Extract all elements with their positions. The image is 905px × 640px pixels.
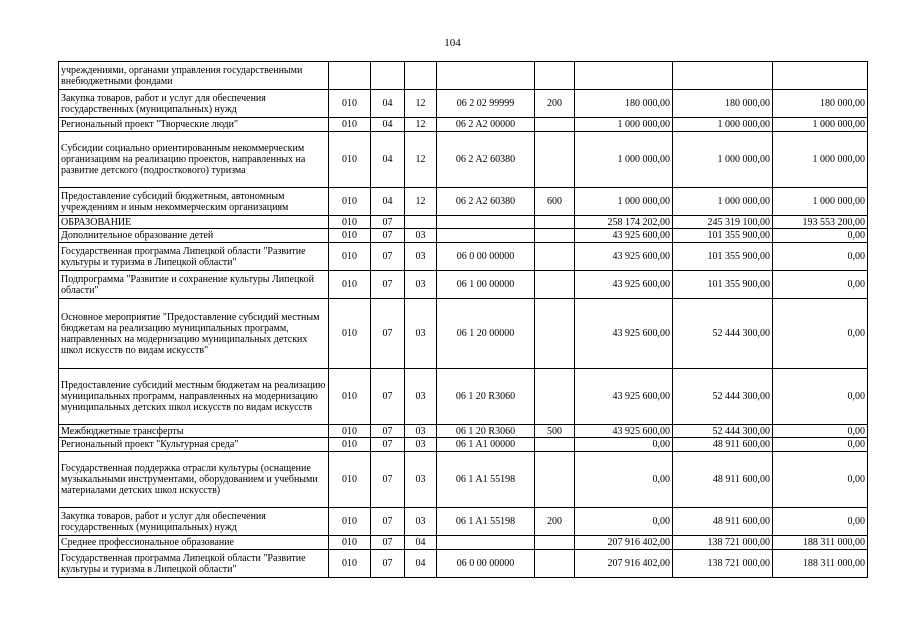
cell-amount-year1: 180 000,00: [575, 90, 673, 118]
cell-amount-year2: 138 721 000,00: [673, 550, 773, 578]
cell-expense-type: 500: [535, 425, 575, 438]
cell-amount-year1: 43 925 600,00: [575, 299, 673, 369]
cell-amount-year3: 0,00: [773, 229, 868, 243]
cell-amount-year3: 188 311 000,00: [773, 550, 868, 578]
cell-expense-type: [535, 229, 575, 243]
cell-name: Региональный проект "Культурная среда": [59, 438, 329, 452]
cell-section: 07: [371, 229, 405, 243]
cell-expense-type: [535, 132, 575, 188]
cell-amount-year1: [575, 62, 673, 90]
cell-amount-year1: 1 000 000,00: [575, 118, 673, 132]
cell-target-article: 06 1 20 00000: [437, 299, 535, 369]
cell-amount-year2: 101 355 900,00: [673, 271, 773, 299]
cell-ved: 010: [329, 118, 371, 132]
table-row: [59, 369, 868, 425]
cell-target-article: 06 1 20 R3060: [437, 369, 535, 425]
cell-expense-type: 200: [535, 90, 575, 118]
cell-amount-year1: 0,00: [575, 452, 673, 508]
cell-amount-year3: 0,00: [773, 452, 868, 508]
cell-target-article: [437, 536, 535, 550]
cell-amount-year3: 0,00: [773, 425, 868, 438]
table-row: [59, 536, 868, 550]
cell-ved: 010: [329, 536, 371, 550]
table-row: [59, 452, 868, 508]
cell-name: Среднее профессиональное образование: [59, 536, 329, 550]
cell-subsection: 12: [405, 118, 437, 132]
cell-expense-type: [535, 550, 575, 578]
cell-subsection: 12: [405, 132, 437, 188]
table-row: [59, 438, 868, 452]
cell-subsection: 03: [405, 452, 437, 508]
cell-name: Межбюджетные трансферты: [59, 425, 329, 438]
cell-amount-year2: 52 444 300,00: [673, 369, 773, 425]
cell-name: Государственная поддержка отрасли культуры (оснащение музыкальными инструментами, оборудованием и учебными материалами детских школ искусств): [59, 452, 329, 508]
cell-section: 07: [371, 508, 405, 536]
cell-ved: 010: [329, 132, 371, 188]
cell-amount-year2: 138 721 000,00: [673, 536, 773, 550]
cell-expense-type: [535, 118, 575, 132]
cell-amount-year3: 0,00: [773, 243, 868, 271]
cell-subsection: 12: [405, 90, 437, 118]
cell-subsection: 03: [405, 299, 437, 369]
cell-amount-year3: 0,00: [773, 369, 868, 425]
cell-subsection: 12: [405, 188, 437, 216]
cell-amount-year2: 180 000,00: [673, 90, 773, 118]
cell-expense-type: 200: [535, 508, 575, 536]
cell-amount-year3: 1 000 000,00: [773, 188, 868, 216]
cell-ved: 010: [329, 229, 371, 243]
cell-subsection: 03: [405, 425, 437, 438]
cell-expense-type: [535, 299, 575, 369]
cell-section: 07: [371, 452, 405, 508]
cell-amount-year2: 1 000 000,00: [673, 132, 773, 188]
table-row: [59, 90, 868, 118]
page-number: 104: [444, 37, 461, 49]
cell-name: Предоставление субсидий бюджетным, автономным учреждениям и иным некоммерческим организациям: [59, 188, 329, 216]
cell-section: 07: [371, 550, 405, 578]
cell-amount-year3: 0,00: [773, 438, 868, 452]
cell-ved: 010: [329, 216, 371, 229]
cell-amount-year1: 207 916 402,00: [575, 536, 673, 550]
cell-name: Закупка товаров, работ и услуг для обеспечения государственных (муниципальных) нужд: [59, 90, 329, 118]
table-row: [59, 508, 868, 536]
cell-ved: 010: [329, 452, 371, 508]
cell-amount-year3: 0,00: [773, 271, 868, 299]
cell-expense-type: 600: [535, 188, 575, 216]
cell-target-article: 06 2 A2 60380: [437, 132, 535, 188]
table-row: [59, 550, 868, 578]
cell-amount-year2: 48 911 600,00: [673, 508, 773, 536]
cell-subsection: 03: [405, 508, 437, 536]
cell-ved: 010: [329, 243, 371, 271]
cell-expense-type: [535, 369, 575, 425]
cell-target-article: 06 0 00 00000: [437, 243, 535, 271]
table-row: [59, 271, 868, 299]
cell-name: Закупка товаров, работ и услуг для обеспечения государственных (муниципальных) нужд: [59, 508, 329, 536]
cell-amount-year1: 43 925 600,00: [575, 425, 673, 438]
cell-subsection: 03: [405, 243, 437, 271]
cell-amount-year3: 0,00: [773, 299, 868, 369]
cell-amount-year2: 52 444 300,00: [673, 299, 773, 369]
cell-amount-year3: 1 000 000,00: [773, 118, 868, 132]
cell-section: 07: [371, 299, 405, 369]
cell-subsection: [405, 216, 437, 229]
cell-amount-year1: 258 174 202,00: [575, 216, 673, 229]
cell-section: 07: [371, 425, 405, 438]
cell-amount-year1: 0,00: [575, 438, 673, 452]
budget-table: [58, 61, 868, 578]
table-row: [59, 229, 868, 243]
cell-section: 04: [371, 188, 405, 216]
cell-section: 07: [371, 271, 405, 299]
cell-target-article: 06 0 00 00000: [437, 550, 535, 578]
cell-amount-year2: 52 444 300,00: [673, 425, 773, 438]
cell-target-article: 06 1 20 R3060: [437, 425, 535, 438]
cell-amount-year1: 43 925 600,00: [575, 271, 673, 299]
cell-section: 07: [371, 536, 405, 550]
cell-amount-year1: 207 916 402,00: [575, 550, 673, 578]
cell-ved: 010: [329, 299, 371, 369]
cell-subsection: 03: [405, 271, 437, 299]
table-row: [59, 132, 868, 188]
table-row: [59, 243, 868, 271]
cell-target-article: 06 2 A2 00000: [437, 118, 535, 132]
cell-subsection: 03: [405, 438, 437, 452]
cell-amount-year3: 180 000,00: [773, 90, 868, 118]
cell-expense-type: [535, 438, 575, 452]
cell-ved: 010: [329, 271, 371, 299]
cell-target-article: [437, 229, 535, 243]
cell-section: 07: [371, 216, 405, 229]
cell-subsection: 03: [405, 369, 437, 425]
cell-amount-year2: 1 000 000,00: [673, 188, 773, 216]
cell-amount-year2: 101 355 900,00: [673, 229, 773, 243]
cell-name: учреждениями, органами управления государственными внебюджетными фондами: [59, 62, 329, 90]
cell-amount-year2: 48 911 600,00: [673, 452, 773, 508]
cell-ved: 010: [329, 438, 371, 452]
table-row: [59, 216, 868, 229]
budget-table-body: [59, 62, 868, 578]
cell-expense-type: [535, 536, 575, 550]
table-row: [59, 62, 868, 90]
cell-ved: 010: [329, 369, 371, 425]
cell-target-article: 06 2 A2 60380: [437, 188, 535, 216]
cell-target-article: 06 1 A1 55198: [437, 452, 535, 508]
cell-amount-year1: 43 925 600,00: [575, 369, 673, 425]
cell-ved: 010: [329, 425, 371, 438]
cell-section: [371, 62, 405, 90]
cell-ved: 010: [329, 508, 371, 536]
cell-name: Государственная программа Липецкой области "Развитие культуры и туризма в Липецкой области": [59, 243, 329, 271]
cell-name: ОБРАЗОВАНИЕ: [59, 216, 329, 229]
cell-amount-year2: [673, 62, 773, 90]
cell-amount-year2: 1 000 000,00: [673, 118, 773, 132]
cell-expense-type: [535, 452, 575, 508]
cell-name: Предоставление субсидий местным бюджетам на реализацию муниципальных программ, направленных на модернизацию муниципальных детских школ искусств по видам искусств: [59, 369, 329, 425]
cell-amount-year2: 101 355 900,00: [673, 243, 773, 271]
cell-amount-year1: 43 925 600,00: [575, 229, 673, 243]
cell-ved: 010: [329, 90, 371, 118]
cell-section: 07: [371, 243, 405, 271]
cell-subsection: [405, 62, 437, 90]
cell-target-article: [437, 62, 535, 90]
cell-target-article: 06 1 00 00000: [437, 271, 535, 299]
cell-ved: [329, 62, 371, 90]
cell-section: 04: [371, 90, 405, 118]
cell-name: Государственная программа Липецкой области "Развитие культуры и туризма в Липецкой области": [59, 550, 329, 578]
cell-amount-year2: 48 911 600,00: [673, 438, 773, 452]
table-row: [59, 425, 868, 438]
cell-section: 07: [371, 369, 405, 425]
cell-amount-year1: 43 925 600,00: [575, 243, 673, 271]
cell-amount-year1: 1 000 000,00: [575, 132, 673, 188]
cell-amount-year1: 0,00: [575, 508, 673, 536]
cell-amount-year1: 1 000 000,00: [575, 188, 673, 216]
cell-target-article: 06 2 02 99999: [437, 90, 535, 118]
cell-name: Подпрограмма "Развитие и сохранение культуры Липецкой области": [59, 271, 329, 299]
cell-amount-year3: 1 000 000,00: [773, 132, 868, 188]
cell-name: Региональный проект "Творческие люди": [59, 118, 329, 132]
table-row: [59, 118, 868, 132]
cell-amount-year3: [773, 62, 868, 90]
cell-subsection: 04: [405, 550, 437, 578]
cell-amount-year2: 245 319 100,00: [673, 216, 773, 229]
cell-section: 04: [371, 132, 405, 188]
cell-ved: 010: [329, 188, 371, 216]
cell-name: Дополнительное образование детей: [59, 229, 329, 243]
cell-target-article: 06 1 A1 00000: [437, 438, 535, 452]
table-row: [59, 299, 868, 369]
cell-section: 07: [371, 438, 405, 452]
cell-amount-year3: 193 553 200,00: [773, 216, 868, 229]
cell-amount-year3: 0,00: [773, 508, 868, 536]
cell-name: Субсидии социально ориентированным некоммерческим организациям на реализацию проектов, направленных на развитие детского (подросткового) туризма: [59, 132, 329, 188]
cell-subsection: 04: [405, 536, 437, 550]
cell-name: Основное мероприятие "Предоставление субсидий местным бюджетам на реализацию муниципальных программ, направленных на модернизацию муниципальных детских школ искусств по видам искусств": [59, 299, 329, 369]
cell-expense-type: [535, 243, 575, 271]
cell-expense-type: [535, 216, 575, 229]
cell-section: 04: [371, 118, 405, 132]
cell-expense-type: [535, 62, 575, 90]
cell-target-article: 06 1 A1 55198: [437, 508, 535, 536]
table-row: [59, 188, 868, 216]
cell-ved: 010: [329, 550, 371, 578]
cell-subsection: 03: [405, 229, 437, 243]
cell-expense-type: [535, 271, 575, 299]
cell-amount-year3: 188 311 000,00: [773, 536, 868, 550]
cell-target-article: [437, 216, 535, 229]
